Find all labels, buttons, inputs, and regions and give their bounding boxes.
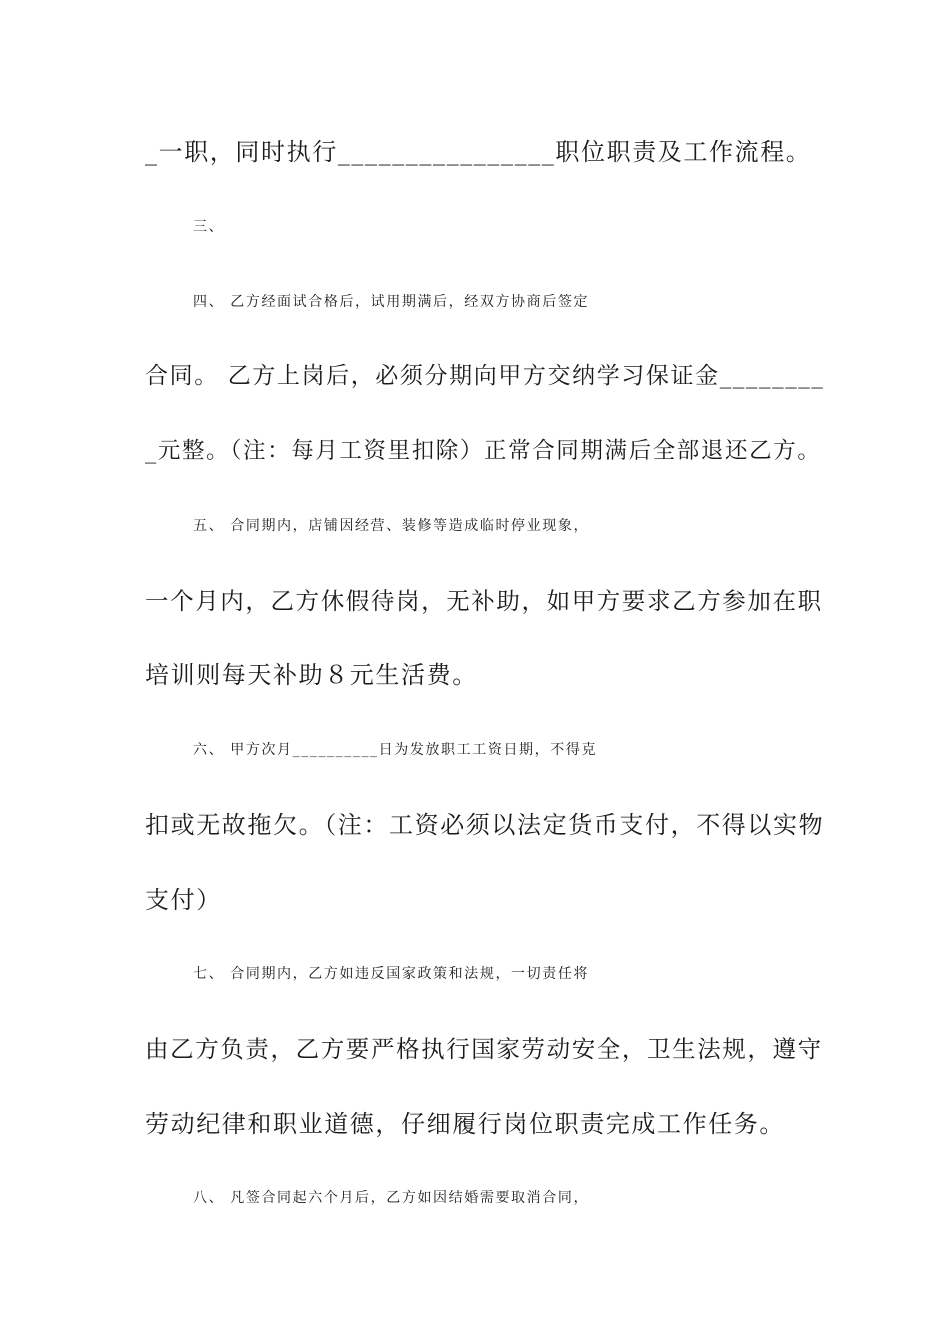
- text-line-12: 七、 合同期内，乙方如违反国家政策和法规，一切责任将: [193, 966, 590, 982]
- text-line-1: _一职，同时执行________________职位职责及工作流程。: [145, 138, 812, 166]
- text-line-11: 支付）: [145, 886, 222, 914]
- text-line-14: 劳动纪律和职业道德，仔细履行岗位职责完成工作任务。: [145, 1110, 785, 1138]
- text-line-3: 四、 乙方经面试合格后，试用期满后，经双方协商后签定: [193, 294, 590, 310]
- text-line-2: 三、: [193, 219, 225, 235]
- text-line-4: 合同。 乙方上岗后，必须分期向甲方交纳学习保证金________: [145, 363, 825, 389]
- text-line-13: 由乙方负责，乙方要严格执行国家劳动安全，卫生法规，遵守: [145, 1035, 823, 1063]
- text-line-5: _元整。（注：每月工资里扣除）正常合同期满后全部退还乙方。: [145, 438, 822, 464]
- text-line-9: 六、 甲方次月__________日为发放职工工资日期，不得克: [193, 742, 598, 758]
- text-line-15: 八、 凡签合同起六个月后，乙方如因结婚需要取消合同，: [193, 1190, 590, 1206]
- text-line-10: 扣或无故拖欠。（注：工资必须以法定货币支付，不得以实物: [145, 811, 825, 839]
- text-line-7: 一个月内，乙方休假待岗，无补助，如甲方要求乙方参加在职: [145, 587, 823, 615]
- text-line-8: 培训则每天补助８元生活费。: [145, 661, 478, 689]
- text-line-6: 五、 合同期内，店铺因经营、装修等造成临时停业现象，: [193, 518, 590, 534]
